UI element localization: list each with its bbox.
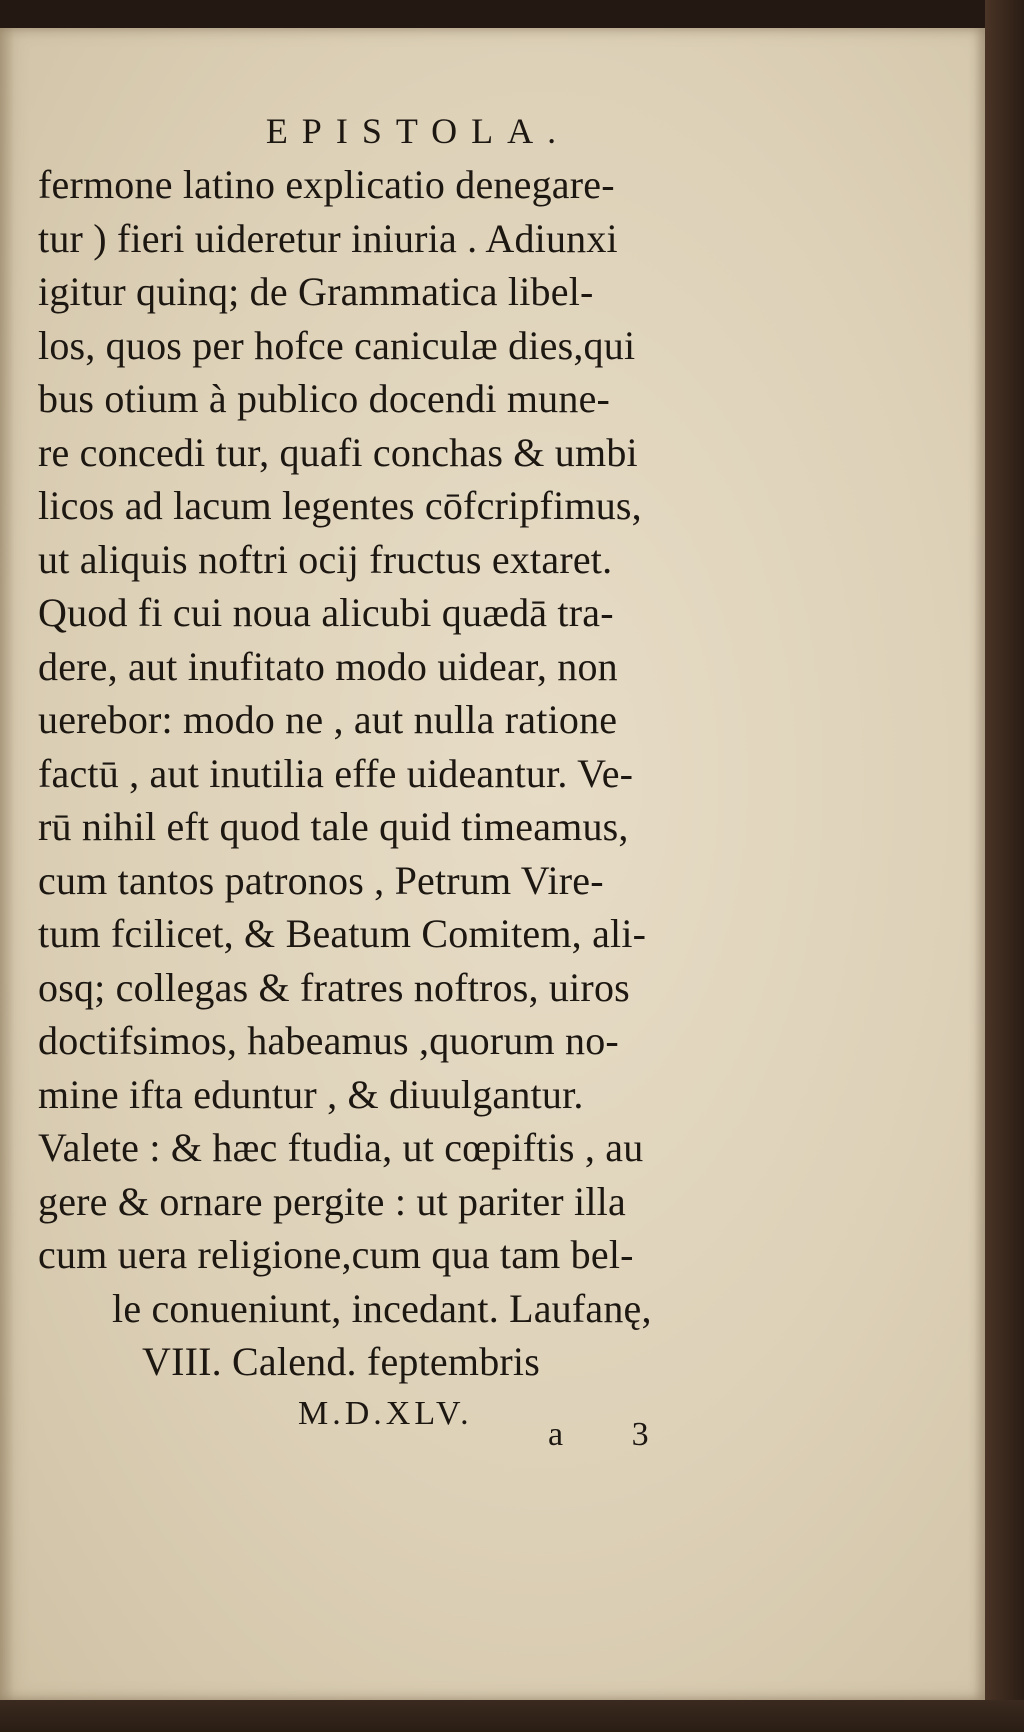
- text-line: uerebor: modo ne , aut nulla ratione: [38, 697, 618, 742]
- text-line: cum tantos patronos , Petrum Vire-: [38, 857, 604, 903]
- text-line: los, quos per hofce caniculæ dies,qui: [38, 322, 636, 368]
- page-text-block: [38, 106, 778, 1439]
- bottom-background: [0, 1700, 1024, 1732]
- date-line: M.D.XLV.: [298, 1394, 473, 1432]
- text-line: mine ifta eduntur , & diuulgantur.: [38, 1071, 584, 1117]
- top-background: [0, 0, 1024, 30]
- text-line: tum fcilicet, & Beatum Comitem, ali-: [38, 911, 647, 956]
- closing-line: le conueniunt, incedant. Laufanę,: [112, 1285, 652, 1331]
- text-line: fermone latino explicatio denegare-: [38, 162, 615, 207]
- text-line: factū , aut inutilia effe uideantur. Ve-: [38, 750, 634, 796]
- text-line: cum uera religione,cum qua tam bel-: [38, 1232, 634, 1277]
- text-line: doctifsimos, habeamus ,quorum no-: [38, 1018, 619, 1063]
- running-header: EPISTOLA.: [265, 111, 571, 151]
- text-line: ut aliquis noftri ocij fructus extaret.: [38, 536, 613, 582]
- right-background: [985, 0, 1024, 1732]
- text-line: igitur quinq; de Grammatica libel-: [38, 269, 594, 314]
- text-line: bus otium à publico docendi mune-: [38, 376, 611, 421]
- page-gutter-shadow: [0, 28, 14, 1700]
- book-page: [0, 28, 985, 1700]
- signature-mark: a 3: [548, 1416, 679, 1453]
- closing-line: VIII. Calend. feptembris: [142, 1339, 541, 1384]
- text-line: Valete : & hæc ftudia, ut cœpiftis , au: [38, 1125, 644, 1170]
- text-line: gere & ornare pergite : ut pariter illa: [38, 1178, 626, 1224]
- text-line: Quod fi cui noua alicubi quædā tra-: [38, 590, 614, 635]
- text-line: re concedi tur, quafi conchas & umbi: [38, 429, 638, 475]
- text-line: rū nihil eft quod tale quid timeamus,: [38, 804, 629, 849]
- text-line: licos ad lacum legentes cōfcripfimus,: [38, 483, 642, 528]
- text-line: dere, aut inufitato modo uidear, non: [38, 643, 618, 689]
- text-line: osq; collegas & fratres noftros, uiros: [38, 964, 630, 1010]
- text-line: tur ) fieri uideretur iniuria . Adiunxi: [38, 215, 618, 261]
